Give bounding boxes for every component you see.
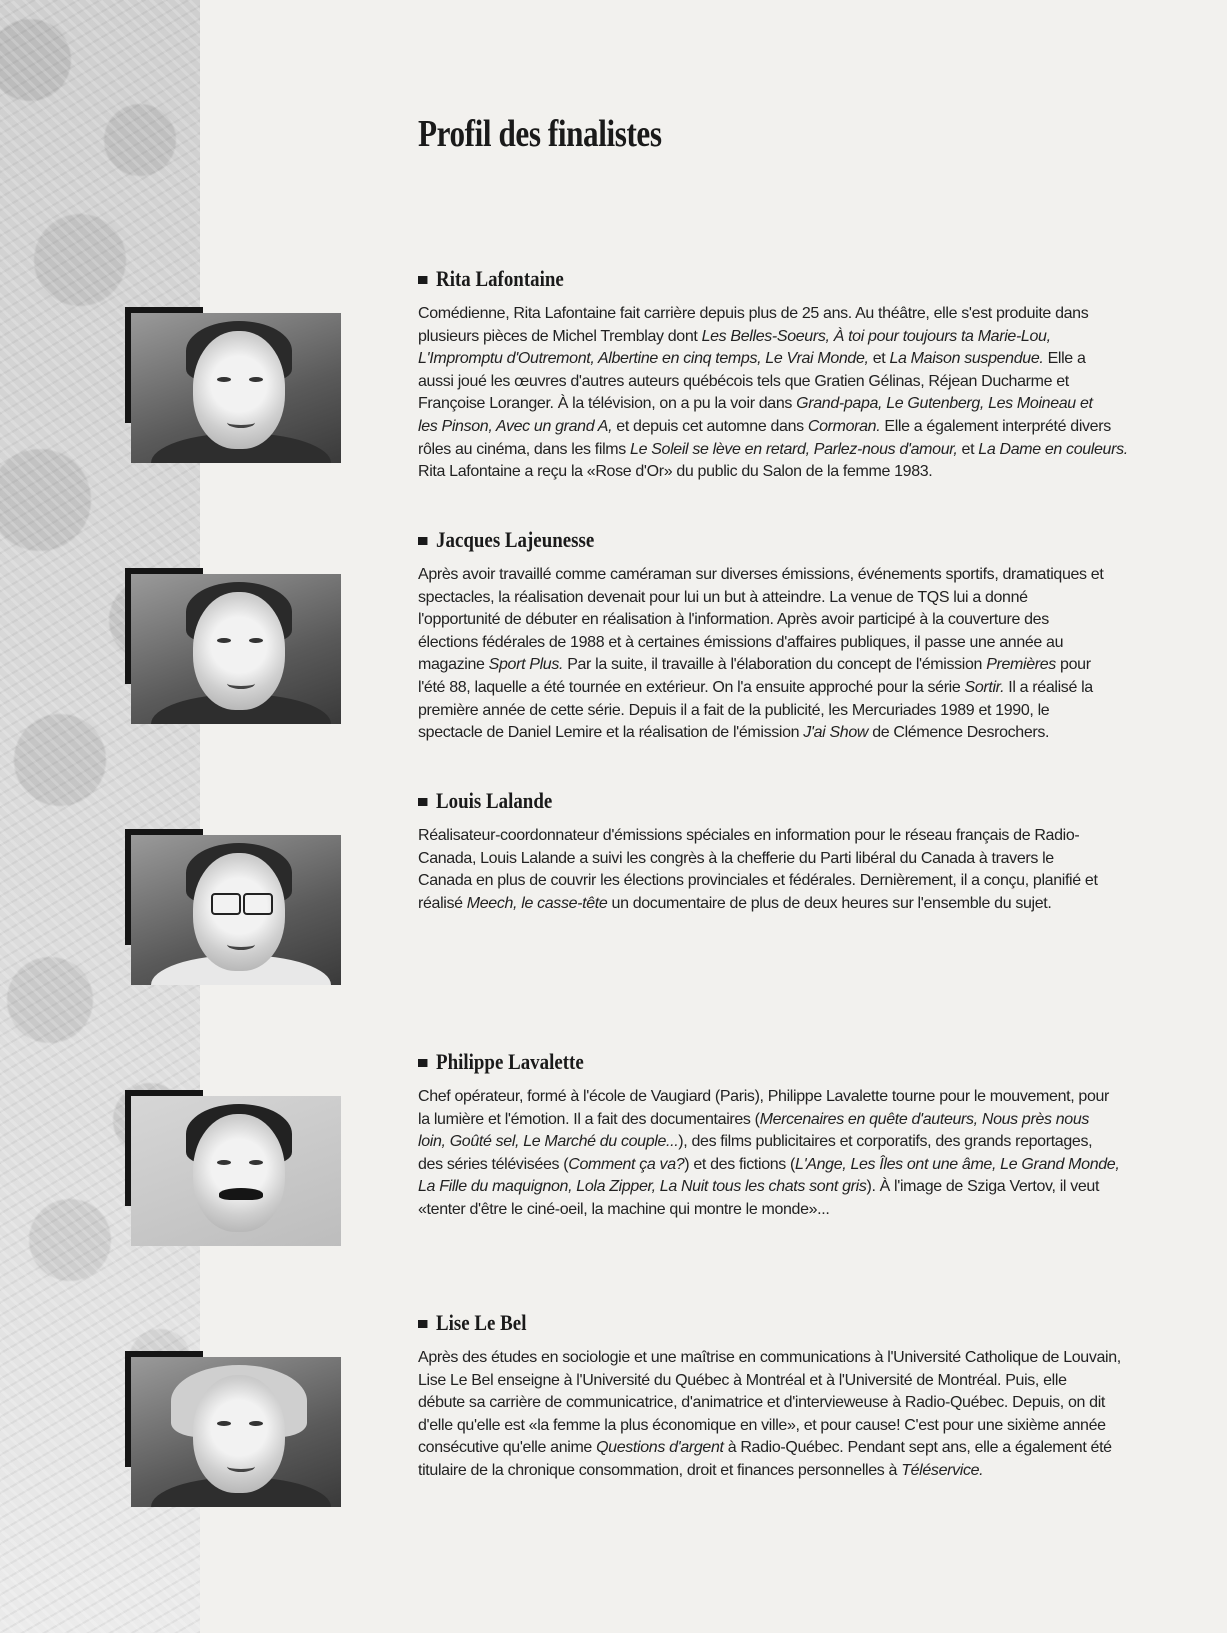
bio-line bbox=[418, 326, 1142, 349]
bio-line bbox=[418, 1460, 1142, 1483]
bio-line bbox=[418, 393, 1142, 416]
bio-italic-text: L'Ange, Les Îles ont une âme, Le Grand Monde, bbox=[795, 1155, 1120, 1173]
profile-bio bbox=[418, 303, 1142, 484]
profile-bio bbox=[418, 1347, 1142, 1483]
portrait-frame bbox=[127, 835, 342, 987]
bio-text: première année de cette série. Depuis il a fait de la publicité, les Mercuriades 1989 et 1990, le bbox=[418, 701, 1050, 719]
portrait-photo bbox=[131, 574, 341, 724]
bio-italic-text: Questions d'argent bbox=[596, 1439, 724, 1457]
portrait-frame bbox=[127, 313, 342, 465]
bio-text: un documentaire de plus de deux heures sur l'ensemble du sujet. bbox=[607, 894, 1052, 912]
bio-italic-text: Sport Plus. bbox=[488, 656, 564, 674]
bullet-icon bbox=[418, 1059, 427, 1067]
bio-text: Lise Le Bel enseigne à l'Université du Québec à Montréal et à l'Université de Montréal. Puis, elle bbox=[418, 1371, 1067, 1389]
bio-line bbox=[418, 303, 1142, 326]
bio-italic-text: Cormoran. bbox=[807, 417, 881, 435]
bio-line bbox=[418, 1109, 1142, 1132]
bio-text: et bbox=[868, 350, 890, 368]
bio-line bbox=[418, 893, 1142, 916]
bio-line bbox=[418, 348, 1142, 371]
bio-italic-text: Sortir. bbox=[964, 678, 1005, 696]
bio-line bbox=[418, 632, 1142, 655]
bio-line bbox=[418, 677, 1142, 700]
bio-line bbox=[418, 825, 1142, 848]
profile-name: Philippe Lavalette bbox=[418, 1049, 584, 1075]
bio-text: à Radio-Québec. Pendant sept ans, elle a également été bbox=[723, 1439, 1112, 1457]
bio-text: la lumière et l'émotion. Il a fait des documentaires ( bbox=[418, 1110, 760, 1128]
bio-italic-text: Premières bbox=[986, 656, 1056, 674]
bio-text: Il a réalisé la bbox=[1004, 678, 1093, 696]
bio-text: ). À l'image de Sziga Vertov, il veut bbox=[866, 1178, 1100, 1196]
bio-line bbox=[418, 1392, 1142, 1415]
portrait-frame bbox=[127, 574, 342, 726]
bio-italic-text: L'Impromptu d'Outremont, Albertine en cinq temps, Le Vrai Monde, bbox=[418, 350, 869, 368]
bio-line bbox=[418, 371, 1142, 394]
profile-bio bbox=[418, 564, 1142, 745]
profile-name: Rita Lafontaine bbox=[418, 266, 564, 292]
bio-text: d'elle qu'elle est «la femme la plus économique en ville», et pour cause! C'est pour une sixième année bbox=[418, 1416, 1106, 1434]
bio-text: «tenter d'être le ciné-oeil, la machine qui montre le monde»... bbox=[418, 1200, 830, 1218]
bio-text: ) et des fictions ( bbox=[684, 1155, 796, 1173]
bio-text: et bbox=[957, 440, 979, 458]
bio-line bbox=[418, 461, 1142, 484]
bullet-icon bbox=[418, 276, 427, 284]
bullet-icon bbox=[418, 1320, 427, 1328]
bio-italic-text: J'ai Show bbox=[803, 724, 869, 742]
bio-line bbox=[418, 1176, 1142, 1199]
bio-italic-text: La Fille du maquignon, Lola Zipper, La Nuit tous les chats sont gris bbox=[418, 1178, 867, 1196]
bio-italic-text: Meech, le casse-tête bbox=[466, 894, 608, 912]
bullet-icon bbox=[418, 537, 427, 545]
bio-line bbox=[418, 1370, 1142, 1393]
bio-text: Rita Lafontaine a reçu la «Rose d'Or» du public du Salon de la femme 1983. bbox=[418, 463, 933, 481]
portrait-photo bbox=[131, 313, 341, 463]
bio-line bbox=[418, 1437, 1142, 1460]
bio-text: Réalisateur-coordonnateur d'émissions spéciales en information pour le réseau français de Radio- bbox=[418, 827, 1080, 844]
bio-italic-text: Grand-papa, Le Gutenberg, Les Moineau et bbox=[796, 395, 1093, 413]
bio-line bbox=[418, 1347, 1142, 1370]
bio-text: Canada, Louis Lalande a suivi les congrès à la chefferie du Parti libéral du Canada à travers le bbox=[418, 849, 1054, 867]
bio-text: Elle a bbox=[1043, 350, 1086, 368]
bio-text: pour bbox=[1055, 656, 1091, 674]
bio-text: Par la suite, il travaille à l'élaboration du concept de l'émission bbox=[563, 656, 987, 674]
portrait-frame bbox=[127, 1357, 342, 1509]
bio-text: de Clémence Desrochers. bbox=[868, 724, 1050, 742]
bio-line bbox=[418, 1154, 1142, 1177]
bio-italic-text: Téléservice. bbox=[901, 1461, 984, 1479]
bio-text: des séries télévisées ( bbox=[418, 1155, 569, 1173]
bio-italic-text: Le Soleil se lève en retard, Parlez-nous d'amour, bbox=[630, 440, 958, 458]
page-title: Profil des finalistes bbox=[418, 113, 662, 155]
bio-line bbox=[418, 870, 1142, 893]
bio-italic-text: Les Belles-Soeurs, À toi pour toujours ta Marie-Lou, bbox=[701, 327, 1051, 345]
bio-text: Comédienne, Rita Lafontaine fait carrière depuis plus de 25 ans. Au théâtre, elle s'est produite dans bbox=[418, 305, 1089, 322]
bio-text: magazine bbox=[418, 656, 489, 674]
bio-text: plusieurs pièces de Michel Tremblay dont bbox=[418, 327, 702, 345]
bio-italic-text: les Pinson, Avec un grand A, bbox=[418, 417, 613, 435]
profile-bio bbox=[418, 1086, 1142, 1222]
profile-name: Lise Le Bel bbox=[418, 1310, 526, 1336]
bio-text: Après des études en sociologie et une maîtrise en communications à l'Université Catholique de Louvain, bbox=[418, 1349, 1121, 1366]
profile-name: Jacques Lajeunesse bbox=[418, 527, 594, 553]
bio-line bbox=[418, 609, 1142, 632]
bio-italic-text: loin, Goûté sel, Le Marché du couple... bbox=[418, 1133, 679, 1151]
bio-text: consécutive qu'elle anime bbox=[418, 1439, 597, 1457]
bio-text: Chef opérateur, formé à l'école de Vaugiard (Paris), Philippe Lavalette tourne pour le mouvement, pour bbox=[418, 1088, 1110, 1105]
bio-text: élections fédérales de 1988 et à certaines émissions d'affaires publiques, il passe une année au bbox=[418, 633, 1064, 651]
bullet-icon bbox=[418, 798, 427, 806]
bio-line bbox=[418, 1086, 1142, 1109]
bio-line bbox=[418, 564, 1142, 587]
bio-line bbox=[418, 722, 1142, 745]
bio-italic-text: Mercenaires en quête d'auteurs, Nous près nous bbox=[759, 1110, 1090, 1128]
bio-line bbox=[418, 1131, 1142, 1154]
bio-text: rôles au cinéma, dans les films bbox=[418, 440, 631, 458]
bio-line bbox=[418, 587, 1142, 610]
bio-text: ), des films publicitaires et corporatifs, des grands reportages, bbox=[678, 1133, 1093, 1151]
bio-line bbox=[418, 416, 1142, 439]
portrait-photo bbox=[131, 835, 341, 985]
bio-text: débute sa carrière de communicatrice, d'animatrice et d'intervieweuse à Radio-Québec. Depuis, on dit bbox=[418, 1394, 1106, 1412]
bio-text: réalisé bbox=[418, 894, 467, 912]
bio-line bbox=[418, 1415, 1142, 1438]
profile-name: Louis Lalande bbox=[418, 788, 552, 814]
bio-italic-text: La Dame en couleurs. bbox=[978, 440, 1128, 458]
bio-line bbox=[418, 700, 1142, 723]
bio-text: Françoise Loranger. À la télévision, on a pu la voir dans bbox=[418, 395, 797, 413]
bio-italic-text: Comment ça va? bbox=[568, 1155, 685, 1173]
bio-text: l'opportunité de débuter en réalisation à l'information. Après avoir participé à la couverture des bbox=[418, 611, 1049, 629]
bio-text: l'été 88, laquelle a été tournée en extérieur. On l'a ensuite approché pour la série bbox=[418, 678, 965, 696]
profile-bio bbox=[418, 825, 1142, 915]
bio-text: spectacle de Daniel Lemire et la réalisation de l'émission bbox=[418, 724, 804, 742]
bio-text: aussi joué les œuvres d'autres auteurs québécois tels que Gratien Gélinas, Réjean Ducharme et bbox=[418, 372, 1069, 390]
bio-line bbox=[418, 439, 1142, 462]
bio-italic-text: La Maison suspendue. bbox=[889, 350, 1044, 368]
portrait-photo bbox=[131, 1357, 341, 1507]
portrait-frame bbox=[127, 1096, 342, 1248]
portrait-photo bbox=[131, 1096, 341, 1246]
bio-text: et depuis cet automne dans bbox=[612, 417, 808, 435]
bio-line bbox=[418, 654, 1142, 677]
bio-text: Après avoir travaillé comme caméraman sur diverses émissions, événements sportifs, dramatiques et bbox=[418, 566, 1104, 583]
bio-text: Elle a également interprété divers bbox=[880, 417, 1111, 435]
bio-line bbox=[418, 848, 1142, 871]
bio-text: titulaire de la chronique consommation, droit et finances personnelles à bbox=[418, 1461, 902, 1479]
bio-text: spectacles, la réalisation devenait pour lui un but à atteindre. La venue de TQS lui a donné bbox=[418, 588, 1028, 606]
bio-text: Canada en plus de couvrir les élections provinciales et fédérales. Dernièrement, il a conçu, planifié et bbox=[418, 872, 1098, 890]
bio-line bbox=[418, 1199, 1142, 1222]
